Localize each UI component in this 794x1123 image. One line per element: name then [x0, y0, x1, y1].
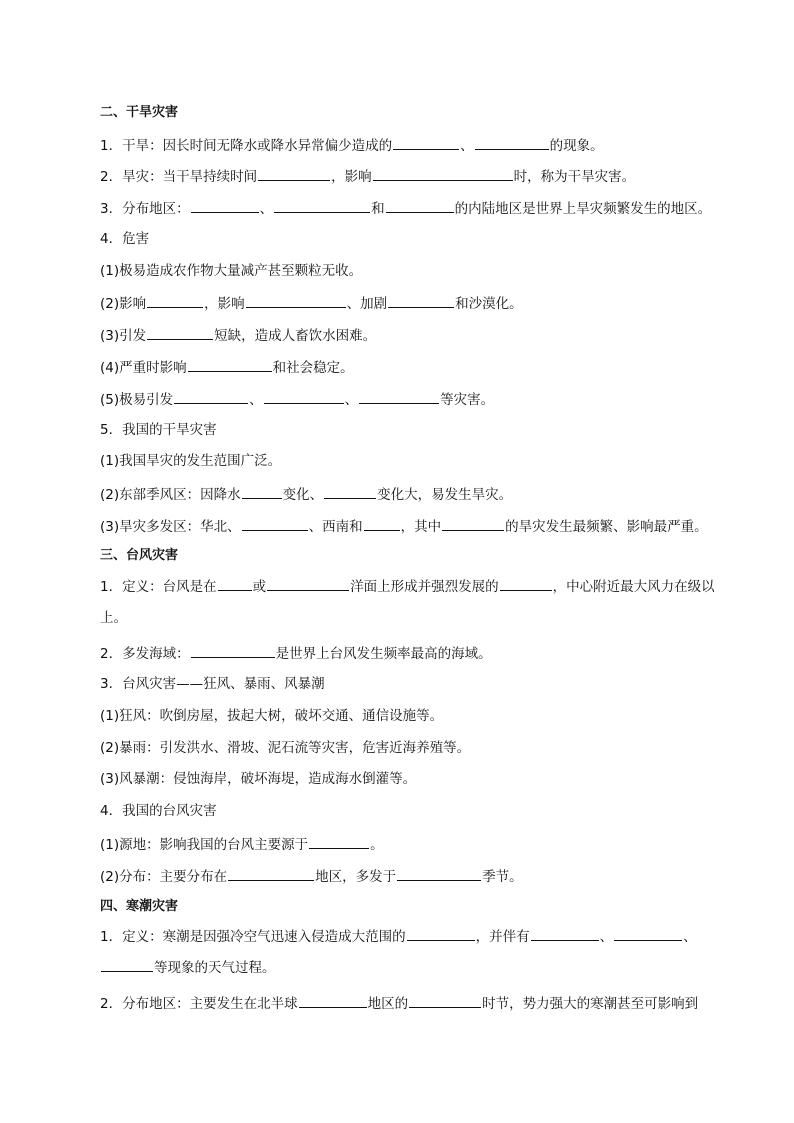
text: 、 [249, 392, 263, 408]
fill-blank[interactable] [397, 865, 481, 881]
typhoon-hazard-1: (1)狂风：吹倒房屋，拔起大树，破坏交通、通信设施等。 [100, 708, 444, 724]
typhoon-hazard-2: (2)暴雨：引发洪水、滑坡、泥石流等灾害，危害近海养殖等。 [100, 740, 471, 756]
fill-blank[interactable] [218, 575, 252, 591]
text: ，影响 [331, 169, 372, 185]
text: 和社会稳定。 [272, 360, 354, 376]
text: (2)分布：主要分布在 [100, 869, 228, 885]
fill-blank[interactable] [242, 483, 282, 499]
text: ，并伴有 [475, 929, 530, 945]
harm-3 [100, 324, 734, 346]
text: 时节，势力强大的寒潮甚至可影响到 [482, 996, 699, 1012]
text: 、加剧 [346, 296, 388, 312]
text: ，中心附近最大风力在级以上。 [100, 579, 715, 626]
fill-blank[interactable] [174, 388, 248, 404]
fill-blank[interactable] [242, 515, 308, 531]
text: 地区，多发于 [315, 869, 397, 885]
text: ，其中 [400, 519, 442, 535]
item-typhoon-definition [100, 572, 732, 634]
fill-blank[interactable] [188, 356, 272, 372]
item-china-typhoon-heading: 4．我国的台风灾害 [100, 803, 217, 819]
text: 和 [371, 201, 385, 217]
harm-4 [100, 356, 734, 378]
fill-blank[interactable] [147, 324, 213, 340]
section-heading-drought: 二、干旱灾害 [100, 105, 179, 120]
china-drought-3 [100, 515, 734, 537]
typhoon-hazard-3: (3)风暴潮：侵蚀海岸，破坏海堤，造成海水倒灌等。 [100, 771, 417, 787]
fill-blank[interactable] [386, 197, 454, 213]
fill-blank[interactable] [475, 134, 549, 150]
fill-blank[interactable] [299, 992, 367, 1008]
fill-blank[interactable] [442, 515, 504, 531]
text: 或 [252, 579, 267, 595]
text: 2．分布地区：主要发生在北半球 [100, 996, 298, 1012]
harm-1: (1)极易造成农作物大量减产甚至颗粒无收。 [100, 263, 363, 279]
fill-blank[interactable] [409, 992, 481, 1008]
text: 1．干旱：因长时间无降水或降水异常偏少造成的 [100, 138, 393, 154]
fill-blank[interactable] [373, 165, 513, 181]
fill-blank[interactable] [393, 134, 459, 150]
text: 的旱灾发生最频繁、影响最严重。 [505, 519, 708, 535]
fill-blank[interactable] [191, 197, 259, 213]
text: 洋面上形成并强烈发展的 [350, 579, 499, 595]
text: 、 [344, 392, 359, 408]
fill-blank[interactable] [324, 483, 376, 499]
china-drought-2 [100, 483, 734, 505]
text: 地区的 [367, 996, 409, 1012]
text: 。 [370, 837, 384, 853]
text: 变化大，易发生旱灾。 [377, 487, 513, 503]
text: (4)严重时影响 [100, 360, 187, 376]
text: 和沙漠化。 [455, 296, 523, 312]
text: (2)东部季风区：因降水 [100, 487, 241, 503]
text: 、 [259, 201, 274, 217]
text: 、 [683, 929, 697, 945]
section-heading-typhoon: 三、台风灾害 [100, 548, 179, 563]
text: 短缺，造成人畜饮水困难。 [214, 328, 377, 344]
text: 等现象的天气过程。 [154, 960, 276, 976]
text: 1．定义：台风是在 [100, 579, 217, 595]
item-coldwave-distribution [100, 992, 734, 1014]
item-typhoon-sea [100, 642, 734, 664]
text: 是世界上台风发生频率最高的海域。 [275, 646, 492, 662]
fill-blank[interactable] [500, 575, 552, 591]
item-china-drought-heading: 5．我国的干旱灾害 [100, 422, 217, 438]
fill-blank[interactable] [364, 515, 400, 531]
item-drought-distribution [100, 197, 734, 219]
fill-blank[interactable] [359, 388, 439, 404]
text: 3．分布地区： [100, 201, 190, 217]
fill-blank[interactable] [264, 388, 344, 404]
text: 、 [460, 138, 474, 154]
item-coldwave-definition [100, 922, 732, 984]
item-drought-disaster [100, 165, 734, 187]
text: (3)引发 [100, 328, 147, 344]
harm-2 [100, 292, 734, 314]
china-typhoon-2 [100, 865, 734, 887]
text: (3)旱灾多发区：华北、 [100, 519, 241, 535]
text: 1．定义：寒潮是因强冷空气迅速入侵造成大范围的 [100, 929, 406, 945]
text: 、 [599, 929, 614, 945]
item-drought-definition [100, 134, 734, 156]
fill-blank[interactable] [274, 197, 370, 213]
fill-blank[interactable] [614, 925, 682, 941]
text: 等灾害。 [440, 392, 495, 408]
section-heading-coldwave: 四、寒潮灾害 [100, 899, 179, 914]
text: 的现象。 [549, 138, 604, 154]
text: 2．旱灾：当干旱持续时间 [100, 169, 258, 185]
text: (5)极易引发 [100, 392, 174, 408]
fill-blank[interactable] [258, 165, 330, 181]
fill-blank[interactable] [191, 642, 275, 658]
fill-blank[interactable] [147, 292, 203, 308]
item-typhoon-hazards-heading: 3．台风灾害——狂风、暴雨、风暴潮 [100, 676, 325, 692]
text: 时，称为干旱灾害。 [513, 169, 636, 185]
china-drought-1: (1)我国旱灾的发生范围广泛。 [100, 453, 282, 469]
fill-blank[interactable] [388, 292, 454, 308]
text: (2)影响 [100, 296, 147, 312]
fill-blank[interactable] [407, 925, 475, 941]
fill-blank[interactable] [246, 292, 346, 308]
text: 、西南和 [308, 519, 363, 535]
fill-blank[interactable] [267, 575, 349, 591]
fill-blank[interactable] [228, 865, 314, 881]
text: (1)源地：影响我国的台风主要源于 [100, 837, 309, 853]
china-typhoon-1 [100, 833, 734, 855]
fill-blank[interactable] [101, 956, 153, 972]
fill-blank[interactable] [531, 925, 599, 941]
fill-blank[interactable] [309, 833, 369, 849]
text: 的内陆地区是世界上旱灾频繁发生的地区。 [454, 201, 712, 217]
text: 2．多发海域： [100, 646, 190, 662]
harm-5 [100, 388, 734, 410]
text: 季节。 [482, 869, 523, 885]
item-drought-harm-heading: 4．危害 [100, 231, 150, 247]
text: 变化、 [282, 487, 324, 503]
text: ，影响 [204, 296, 245, 312]
